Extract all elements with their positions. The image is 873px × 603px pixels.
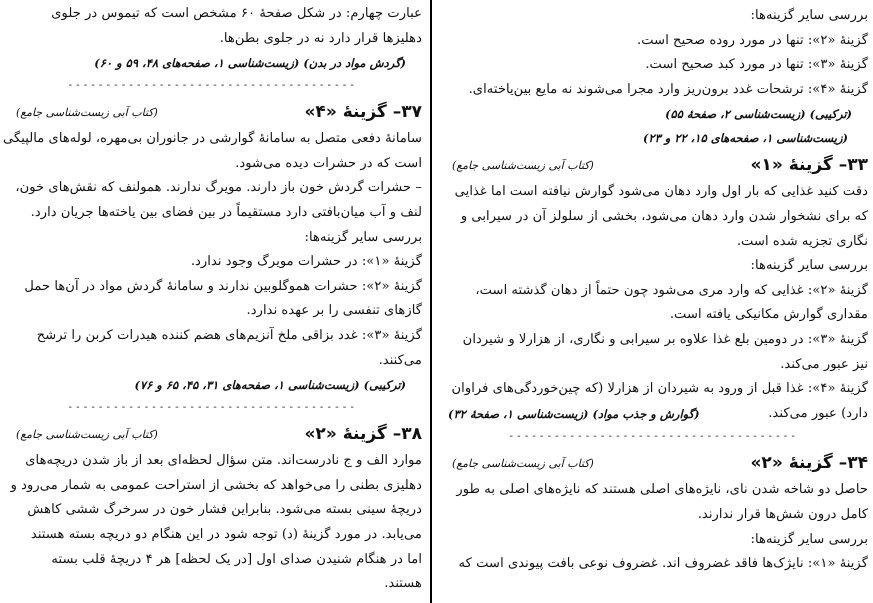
separator: -------------------------------------- (508, 431, 798, 443)
text-line: که برای نشخوار شدن وارد دهان می‌شود، بخشی از سلولز آن در سیرابی و (460, 208, 868, 224)
text-line: گزینهٔ «۲»: تنها در مورد روده صحیح است. (637, 32, 868, 48)
text-line: بررسی سایر گزینه‌ها: (750, 531, 868, 547)
text-line: است که در حشرات دیده می‌شود. (235, 155, 422, 171)
book-reference: (کتاب آبی زیست‌شناسی جامع) (16, 105, 158, 119)
question-37-header (2, 97, 422, 127)
source-reference: (گردش مواد در بدن) (زیست‌شناسی ۱، صفحه‌های ۴۸، ۵۹ و ۶۰) (94, 56, 406, 71)
right-column (438, 0, 868, 603)
text-line: گزینهٔ «۲»: غذایی که وارد مری می‌شود چون حتماً از دهان گذشته است، (475, 282, 868, 298)
text-line: گزینهٔ «۱»: نایژک‌ها فاقد غضروف اند. غضروف نوعی بافت پیوندی است که (458, 556, 868, 572)
book-reference: (کتاب آبی زیست‌شناسی جامع) (16, 427, 158, 441)
question-33-header (438, 150, 868, 180)
question-34-header (438, 448, 868, 478)
source-reference: (ترکیبی) (زیست‌شناسی ۲، صفحهٔ ۵۵) (665, 107, 852, 122)
book-reference: (کتاب آبی زیست‌شناسی جامع) (452, 158, 594, 172)
question-33-body (438, 180, 868, 426)
question-37-body (2, 127, 422, 397)
text-line: دهلیزی بطنی را می‌خواهد که بخشی از استراحت عمومی به شمار می‌رود و (10, 477, 422, 493)
separator: -------------------------------------- (67, 402, 357, 414)
text-line: حاصل دو شاخه شدن نای، نایژه‌های اصلی هستند که نایژه‌های اصلی به طور (456, 482, 868, 498)
text-line: دارد) عبور می‌کند. (768, 405, 868, 421)
text-line: گزینهٔ «۲»: حشرات هموگلوبین ندارند و سامانهٔ گردش مواد در آن‌ها حمل (24, 278, 422, 294)
text-line: گازهای تنفسی را بر عهده ندارد. (246, 303, 422, 319)
text-line: هستند. (384, 576, 422, 592)
text-line: کامل درون شش‌ها قرار ندارند. (697, 506, 868, 522)
text-line: گزینهٔ «۳»: غدد بزاقی ملخ آنزیم‌های هضم کننده هیدرات کربن را ترشح (36, 327, 422, 343)
text-line: گزینهٔ «۴»: ترشحات غدد برون‌ریز وارد مجرا می‌شوند نه مایع بین‌یاخته‌ای. (468, 81, 868, 97)
question-34-body (438, 478, 868, 576)
line-with-source (438, 402, 868, 427)
column-divider (430, 0, 432, 603)
text-line: لنف و آب میان‌بافتی دارد مستقیماً در بین فضای بین یاخته‌ها جریان دارد. (30, 204, 422, 220)
question-title: ۳۸– گزینهٔ «۲» (304, 424, 422, 445)
text-line: گزینهٔ «۳»: در دومین بلع غذا علاوه بر سیرابی و نگاری، از هزارلا و شیردان (462, 331, 868, 347)
text-line: گزینهٔ «۳»: تنها در مورد کبد صحیح است. (645, 57, 868, 73)
book-reference: (کتاب آبی زیست‌شناسی جامع) (452, 456, 594, 470)
question-38-header (2, 419, 422, 449)
text-line: بررسی سایر گزینه‌ها: (304, 229, 422, 245)
question-title: ۳۷– گزینهٔ «۴» (304, 102, 422, 123)
text-line: – حشرات گردش خون باز دارند. مویرگ ندارند. همولنف که نقش‌های خون، (15, 180, 422, 196)
text-line: اما در هنگام شنیدن صدای اول [در یک لحظه] هر ۴ دریچهٔ قلب بسته (51, 551, 422, 567)
text-line: سامانهٔ دفعی متصل به سامانهٔ گوارشی در جانوران بی‌مهره، لوله‌های مالپیگی (2, 131, 422, 147)
text-line: گزینهٔ «۴»: غذا قبل از ورود به شیردان از هزارلا (که چین‌خوردگی‌های فراوان (451, 381, 868, 397)
text-line: گزینهٔ «۱»: در حشرات مویرگ وجود ندارد. (190, 254, 422, 270)
text-line: موارد الف و ج نادرست‌اند. متن سؤال لحظه‌ای بعد از باز شدن دریچه‌های (25, 453, 422, 469)
source-reference: (زیست‌شناسی ۱، صفحه‌های ۱۵، ۲۲ و ۲۳) (642, 131, 848, 146)
text-line: می‌کنند. (378, 352, 422, 368)
text-line: نیز عبور می‌کند. (780, 356, 868, 372)
text-line: دهلیزها قرار دارد نه در جلوی بطن‌ها. (219, 30, 422, 46)
text-line: مقداری گوارش مکانیکی یافته است. (669, 307, 868, 323)
source-reference: (ترکیبی) (زیست‌شناسی ۱، صفحه‌های ۳۱، ۴۵، ۶۵ و ۷۶) (134, 378, 406, 393)
question-title: ۳۳– گزینهٔ «۱» (750, 155, 868, 176)
text-line: بررسی سایر گزینه‌ها: (750, 8, 868, 23)
text-line: نگاری تجزیه شده است. (736, 233, 868, 249)
left-column (2, 0, 422, 603)
text-line: دقت کنید غذایی که بار اول وارد دهان می‌شود گوارش نیافته است اما غذایی (454, 184, 868, 200)
text-line: دریچهٔ سینی بسته می‌شود. بنابراین فشار خون در سرخرگ ششی کاهش (27, 502, 422, 518)
question-38-body (2, 449, 422, 597)
source-reference: (گوارش و جذب مواد) (زیست‌شناسی ۱، صفحهٔ ۳۲) (448, 406, 700, 421)
text-line: می‌یابد. در مورد گزینهٔ (د) توجه شود در این هنگام دو دریچه بسته هستند (30, 526, 422, 542)
question-title: ۳۴– گزینهٔ «۲» (750, 453, 868, 474)
text-line: عبارت چهارم: در شکل صفحهٔ ۶۰ مشخص است که تیموس در جلوی (51, 6, 422, 21)
text-line: بررسی سایر گزینه‌ها: (750, 258, 868, 274)
separator: -------------------------------------- (67, 80, 357, 92)
